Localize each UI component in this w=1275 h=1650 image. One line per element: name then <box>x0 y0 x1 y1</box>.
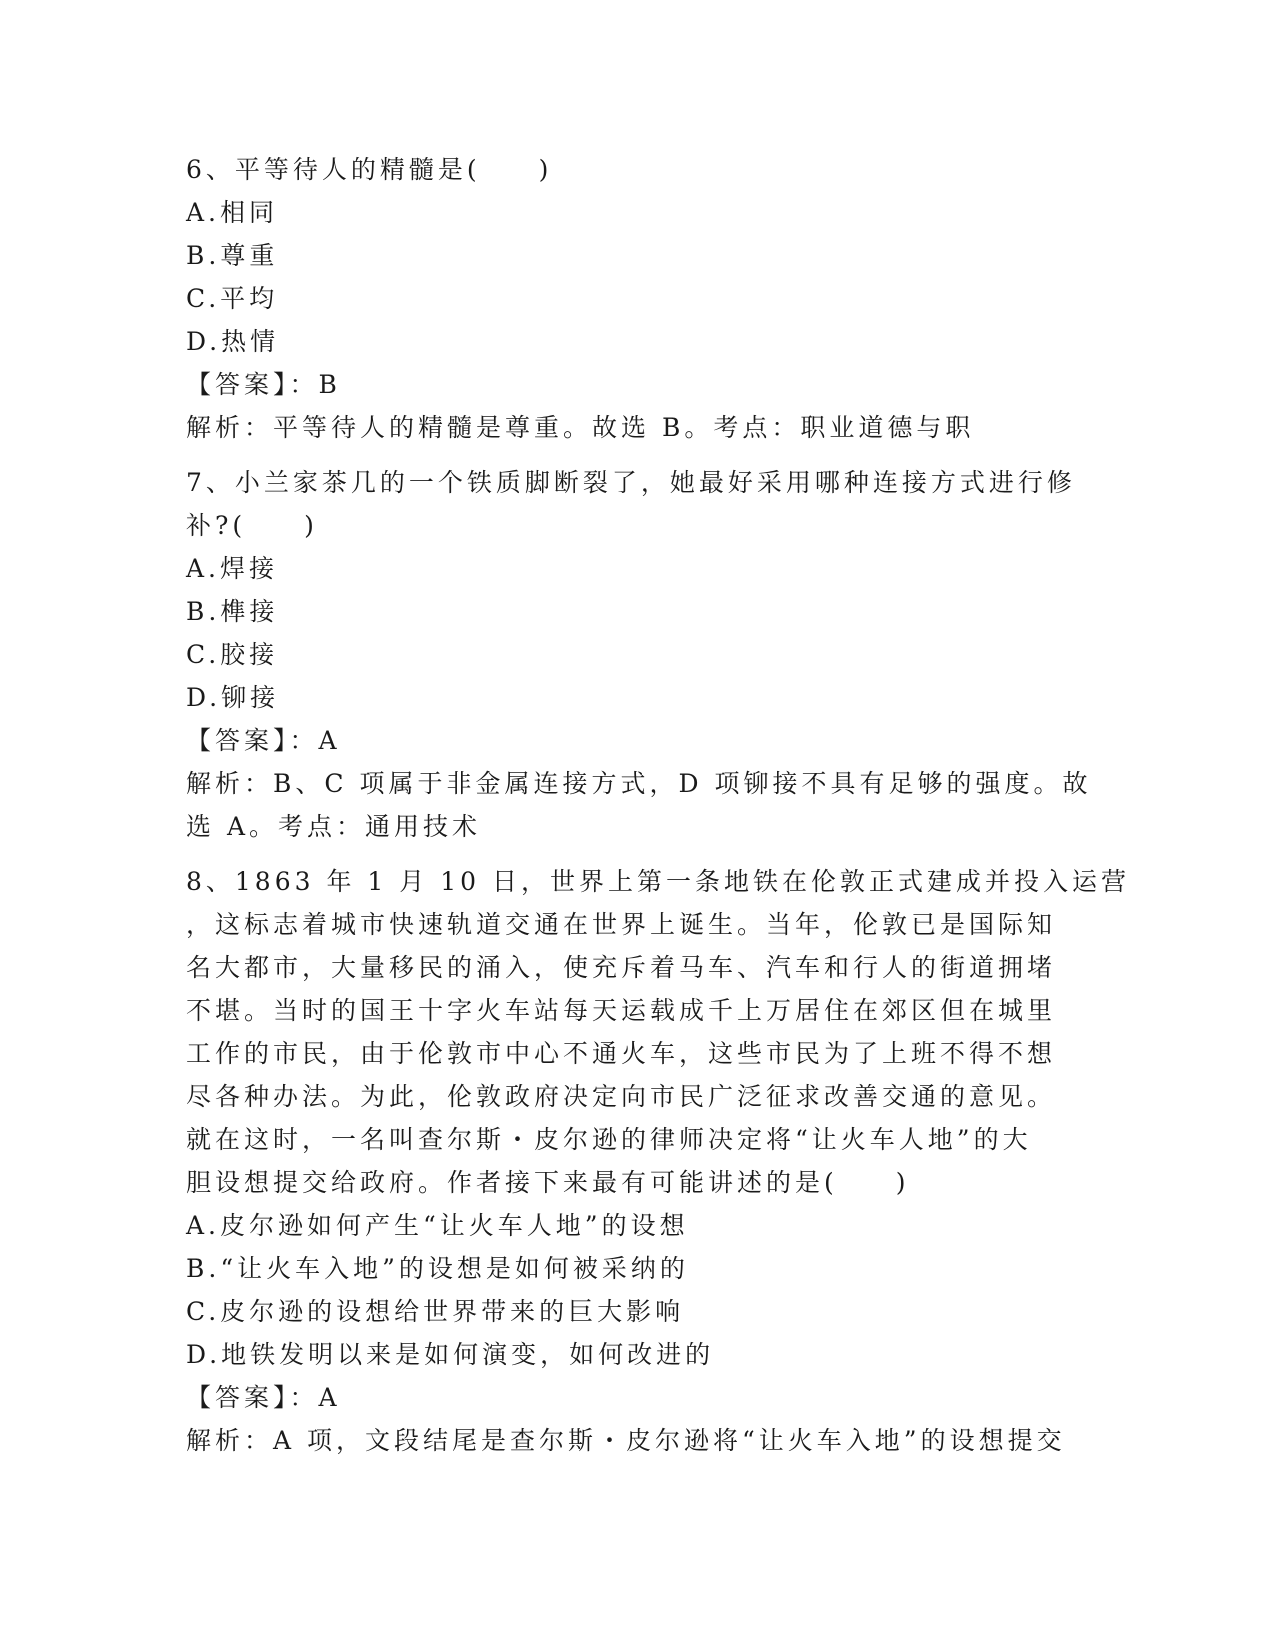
question-stem: 7、小兰家茶几的一个铁质脚断裂了，她最好采用哪种连接方式进行修 <box>186 468 1076 497</box>
option-a: A.相同 <box>186 198 279 227</box>
option-c: C.胶接 <box>186 640 279 669</box>
option-b: B.榫接 <box>186 597 279 626</box>
analysis: 选 A。考点：通用技术 <box>186 812 482 841</box>
question-stem: 工作的市民，由于伦敦市中心不通火车，这些市民为了上班不得不想 <box>186 1039 1057 1068</box>
question-stem: 8、1863 年 1 月 10 日，世界上第一条地铁在伦敦正式建成并投入运营 <box>186 867 1130 896</box>
question-stem: 不堪。当时的国王十字火车站每天运载成千上万居住在郊区但在城里 <box>186 996 1057 1025</box>
answer: 【答案】：A <box>186 1383 341 1412</box>
option-d: D.热情 <box>186 327 280 356</box>
analysis: 解析：A 项，文段结尾是查尔斯・皮尔逊将“让火车入地”的设想提交 <box>186 1426 1066 1455</box>
question-stem: 补?( ) <box>186 511 318 540</box>
option-a: A.皮尔逊如何产生“让火车人地”的设想 <box>186 1211 689 1240</box>
question-7 <box>186 461 1092 848</box>
option-b: B.尊重 <box>186 241 279 270</box>
question-stem: 名大都市，大量移民的涌入，使充斥着马车、汽车和行人的街道拥堵 <box>186 953 1057 982</box>
question-stem: 就在这时，一名叫查尔斯・皮尔逊的律师决定将“让火车人地”的大 <box>186 1125 1032 1154</box>
option-d: D.铆接 <box>186 683 280 712</box>
analysis: 解析：B、C 项属于非金属连接方式，D 项铆接不具有足够的强度。故 <box>186 769 1092 798</box>
option-d: D.地铁发明以来是如何演变，如何改进的 <box>186 1340 715 1369</box>
answer: 【答案】：B <box>186 370 341 399</box>
question-stem: 胆设想提交给政府。作者接下来最有可能讲述的是( ) <box>186 1168 910 1197</box>
option-c: C.皮尔逊的设想给世界带来的巨大影响 <box>186 1297 685 1326</box>
question-stem: ，这标志着城市快速轨道交通在世界上诞生。当年，伦敦已是国际知 <box>186 910 1057 939</box>
question-6 <box>186 148 1086 449</box>
option-b: B.“让火车入地”的设想是如何被采纳的 <box>186 1254 689 1283</box>
analysis: 解析：平等待人的精髓是尊重。故选 B。考点：职业道德与职 <box>186 413 975 442</box>
question-8 <box>186 860 1130 1462</box>
option-a: A.焊接 <box>186 554 279 583</box>
answer: 【答案】：A <box>186 726 341 755</box>
question-stem: 尽各种办法。为此，伦敦政府决定向市民广泛征求改善交通的意见。 <box>186 1082 1057 1111</box>
document-page <box>186 148 1130 1462</box>
option-c: C.平均 <box>186 284 279 313</box>
question-stem: 6、平等待人的精髓是( ) <box>186 155 553 184</box>
